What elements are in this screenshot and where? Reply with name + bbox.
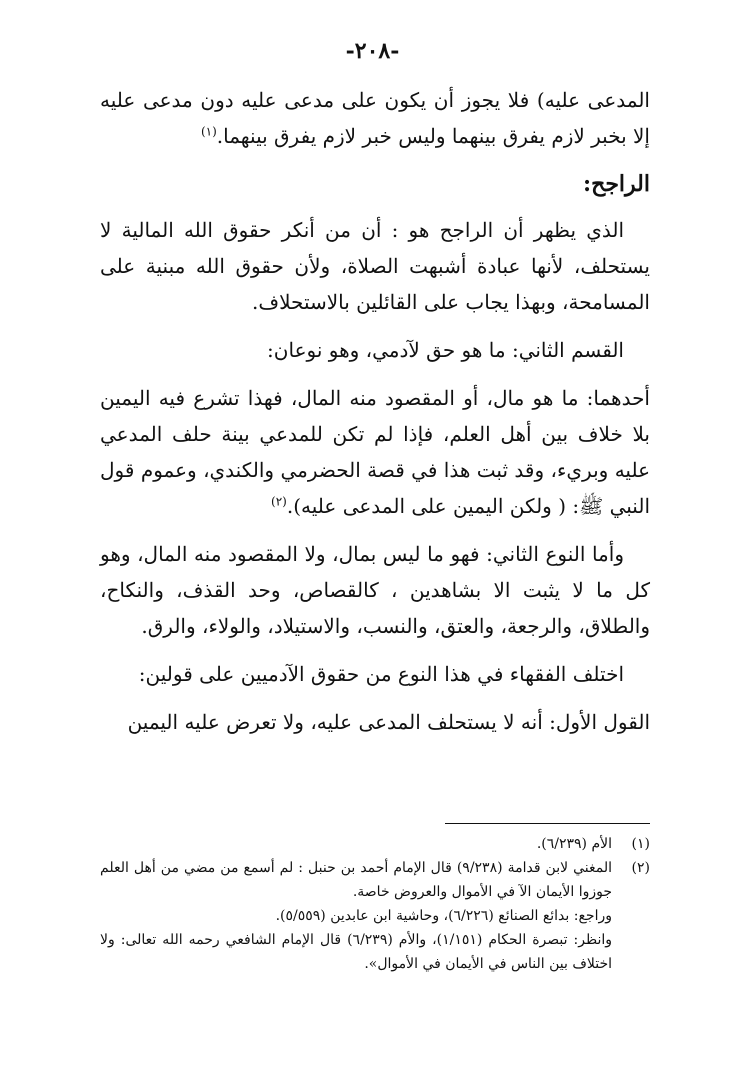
footnote-2: [100, 856, 650, 976]
paragraph-5: وأما النوع الثاني: فهو ما ليس بمال، ولا المقصود منه المال، وهو كل ما لا يثبت الا بشاهدين ، كالقصاص، وحد القذف، والنكاح، والطلاق، والرجعة، والعتق، والنسب، والاستيلاد، والولاء، والرق.: [100, 542, 650, 638]
footnote-text: المغني لابن قدامة (٩/٢٣٨) قال الإمام أحمد بن حنبل : لم أسمع من مضي من أهل العلم جوزوا الأيمان الآ في الأموال والعروض خاصة.: [100, 860, 612, 900]
footnote-ref-2: (٢): [271, 494, 287, 509]
footnote-text: الأم (٦/٢٣٩).: [536, 836, 612, 852]
footnote-separator: [445, 823, 650, 824]
footnote-text: وراجع: بدائع الصنائع (٦/٢٢٦)، وحاشية ابن عابدين (٥/٥٥٩).: [275, 908, 612, 924]
paragraph-4: [100, 380, 650, 524]
footnote-ref-1: (١): [200, 124, 217, 139]
page-number: -٢٠٨-: [345, 38, 400, 64]
body-text: [100, 82, 650, 752]
paragraph-3: القسم الثاني: ما هو حق لآدمي، وهو نوعان:: [267, 338, 624, 362]
footnote-1: [100, 832, 650, 856]
paragraph-2: الذي يظهر أن الراجح هو : أن من أنكر حقوق الله المالية لا يستحلف، لأنها عبادة أشبهت الصلاة، ولأن حقوق الله مبنية على المسامحة، وبهذا يجاب على القائلين بالاستحلاف.: [100, 218, 650, 314]
footnote-number: (٢): [631, 860, 650, 876]
footnote-text: وانظر: تبصرة الحكام (١/١٥١)، والأم (٦/٢٣٩) قال الإمام الشافعي رحمه الله تعالى: ولا اختلاف بين الناس في الأيمان في الأموال».: [100, 932, 612, 972]
paragraph-1-text: المدعى عليه) فلا يجوز أن يكون على مدعى عليه دون مدعى عليه إلا بخبر لازم يفرق بينهما وليس خبر لازم يفرق بينهما.: [100, 88, 650, 148]
footnotes: [100, 832, 650, 976]
paragraph-6: اختلف الفقهاء في هذا النوع من حقوق الآدميين على قولين:: [138, 662, 624, 686]
footnote-number: (١): [631, 836, 650, 852]
paragraph-1: [100, 82, 650, 154]
section-heading: الراجح:: [583, 171, 650, 197]
paragraph-7: القول الأول: أنه لا يستحلف المدعى عليه، ولا تعرض عليه اليمين: [127, 710, 650, 734]
paragraph-4-text: أحدهما: ما هو مال، أو المقصود منه المال، فهذا تشرع فيه اليمين بلا خلاف بين أهل العلم، فإذا لم تكن للمدعي بينة حلف المدعي عليه وبريء، وقد ثبت هذا في قصة الحضرمي والكندي، وعموم قول النبي ﷺ: ( ولكن اليمين على المدعى عليه).: [100, 386, 650, 518]
